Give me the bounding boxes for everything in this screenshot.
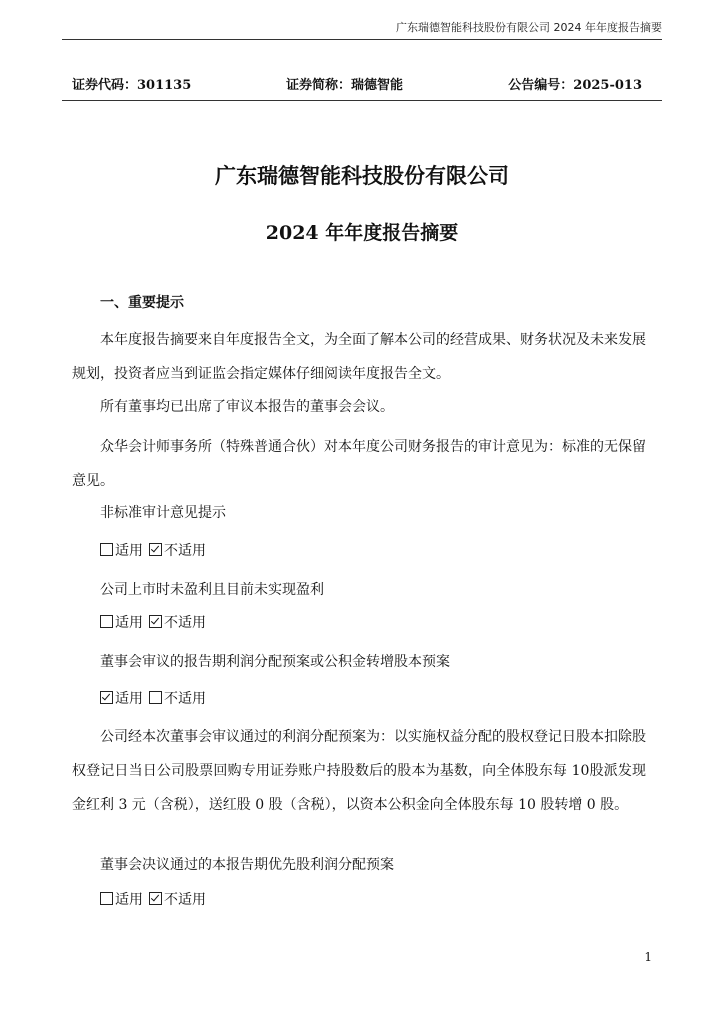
checkbox-unchecked-icon [100,892,113,905]
checkbox-checked-icon [149,543,162,556]
option-row-unprofitable-listing [100,613,206,633]
option-row-nonstandard-audit [100,541,206,561]
option-not-applicable: 不适用 [164,543,206,559]
option-applicable: 适用 [115,543,143,559]
paragraph-distribution-plan: 公司经本次董事会审议通过的利润分配预案为：以实施权益分配的股权登记日股本扣除股权登记日当日公司股票回购专用证券账户持股数后的股本为基数，向全体股东每 10股派发现金红利 3 元（含税），送红股 0 股（含税），以资本公积金向全体股东每 10 股转增 0 股。 [72,729,646,813]
paragraph-directors-attendance: 所有董事均已出席了审议本报告的董事会会议。 [100,399,394,415]
announcement-header [72,74,642,94]
security-code: 证券代码：301135 [72,78,192,93]
option-applicable: 适用 [115,615,143,631]
checkbox-unchecked-icon [100,615,113,628]
checkbox-checked-icon [149,892,162,905]
question-unprofitable-listing: 公司上市时未盈利且目前未实现盈利 [100,582,324,598]
announcement-number: 公告编号：2025-013 [508,78,642,93]
checkbox-checked-icon [100,691,113,704]
paragraph-report-source: 本年度报告摘要来自年度报告全文，为全面了解本公司的经营成果、财务状况及未来发展规划，投资者应当到证监会指定媒体仔细阅读年度报告全文。 [72,332,646,382]
report-title: 2024 年年度报告摘要 [265,222,459,244]
checkbox-checked-icon [149,615,162,628]
question-preferred-share-distribution: 董事会决议通过的本报告期优先股利润分配预案 [100,857,394,873]
option-applicable: 适用 [115,892,143,908]
option-applicable: 适用 [115,691,143,707]
checkbox-unchecked-icon [149,691,162,704]
section-heading: 一、重要提示 [100,295,184,311]
option-not-applicable: 不适用 [164,691,206,707]
question-nonstandard-audit: 非标准审计意见提示 [100,505,226,521]
option-row-profit-distribution [100,689,206,709]
option-row-preferred-share [100,890,206,910]
header-rule-bottom [62,100,662,101]
option-not-applicable: 不适用 [164,892,206,908]
checkbox-unchecked-icon [100,543,113,556]
security-abbreviation: 证券简称：瑞德智能 [286,78,404,93]
question-profit-distribution: 董事会审议的报告期利润分配预案或公积金转增股本预案 [100,654,450,670]
page-number: 1 [644,950,652,964]
running-header: 广东瑞德智能科技股份有限公司 2024 年年度报告摘要 [396,21,662,34]
paragraph-audit-opinion: 众华会计师事务所（特殊普通合伙）对本年度公司财务报告的审计意见为：标准的无保留意见。 [72,439,646,489]
option-not-applicable: 不适用 [164,615,206,631]
company-title: 广东瑞德智能科技股份有限公司 [215,163,509,188]
header-rule-top [62,39,662,40]
